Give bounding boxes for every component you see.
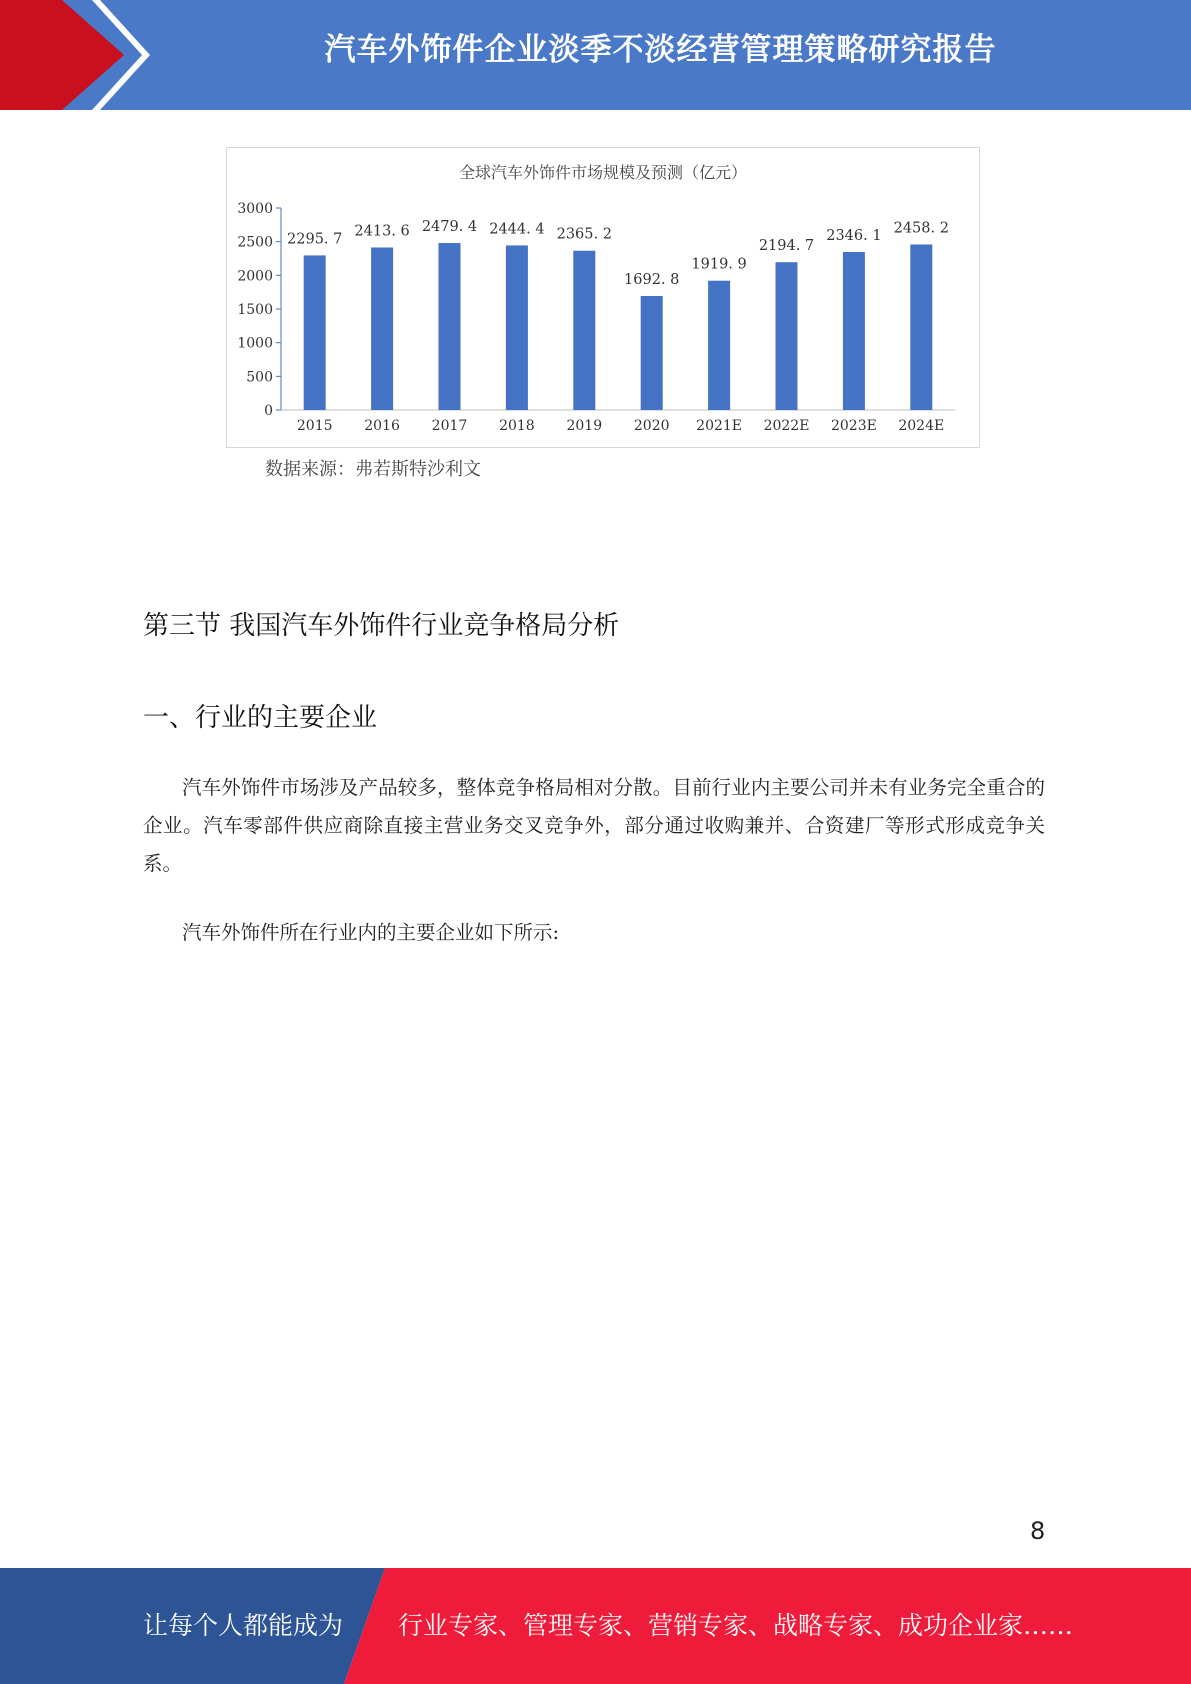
x-tick-label: 2022E [763,418,810,434]
y-tick-label: 0 [264,403,273,419]
y-tick-label: 1000 [237,335,273,352]
bar [439,243,461,410]
chart-source: 数据来源：弗若斯特沙利文 [265,459,481,480]
y-tick-label: 2000 [237,268,273,285]
data-label: 1919. 9 [691,256,747,273]
x-tick-label: 2017 [431,418,468,434]
x-tick-label: 2024E [898,418,945,434]
bar [708,281,730,410]
x-tick-label: 2018 [499,418,535,434]
page-number: 8 [1030,1517,1046,1545]
data-label: 2346. 1 [826,228,882,245]
bar [776,262,798,410]
chart-figure [226,147,980,448]
bar [573,251,595,410]
bar [304,255,326,410]
x-tick-label: 2016 [364,418,400,434]
header-red-chevron [0,0,124,110]
data-label: 2365. 2 [556,226,612,243]
bar [641,296,663,410]
data-label: 2413. 6 [354,223,410,240]
data-label: 2194. 7 [758,238,815,255]
y-tick-label: 1500 [237,302,273,318]
x-tick-label: 2019 [566,418,603,434]
data-label: 2295. 7 [287,231,343,248]
x-tick-label: 2021E [696,418,743,434]
x-tick-label: 2023E [830,418,877,434]
data-label: 1692. 8 [624,272,680,289]
y-tick-label: 500 [246,369,273,386]
bar-chart [227,148,979,447]
section-title: 第三节 我国汽车外饰件行业竞争格局分析 [143,611,620,641]
bar [506,245,528,410]
y-tick-label: 3000 [237,201,273,217]
x-tick-label: 2015 [296,418,333,434]
chart-title: 全球汽车外饰件市场规模及预测（亿元） [458,163,748,182]
footer-slogan-right: 行业专家、管理专家、营销专家、战略专家、成功企业家…… [398,1611,1074,1640]
header-title: 汽车外饰件企业淡季不淡经营管理策略研究报告 [324,32,997,68]
sub-title: 一、行业的主要企业 [143,703,378,733]
bar [843,252,865,410]
bar [371,247,393,410]
y-tick-label: 2500 [237,234,273,251]
footer-slogan-left: 让每个人都能成为 [143,1611,344,1640]
paragraph-2: 汽车外饰件所在行业内的主要企业如下所示: [182,921,560,944]
x-tick-label: 2020 [633,418,670,434]
footer-bar [0,1568,1191,1684]
data-label: 2458. 2 [893,220,949,237]
header-bar [0,0,1191,110]
paragraph-1: 汽车外饰件市场涉及产品较多，整体竞争格局相对分散。目前行业内主要公司并未有业务完全重合的企业。汽车零部件供应商除直接主营业务交叉竞争外，部分通过收购兼并、合资建厂等形式形成竞争关系。 [143,776,1045,875]
bar [910,244,932,410]
data-label: 2479. 4 [421,219,478,236]
data-label: 2444. 4 [489,221,545,238]
